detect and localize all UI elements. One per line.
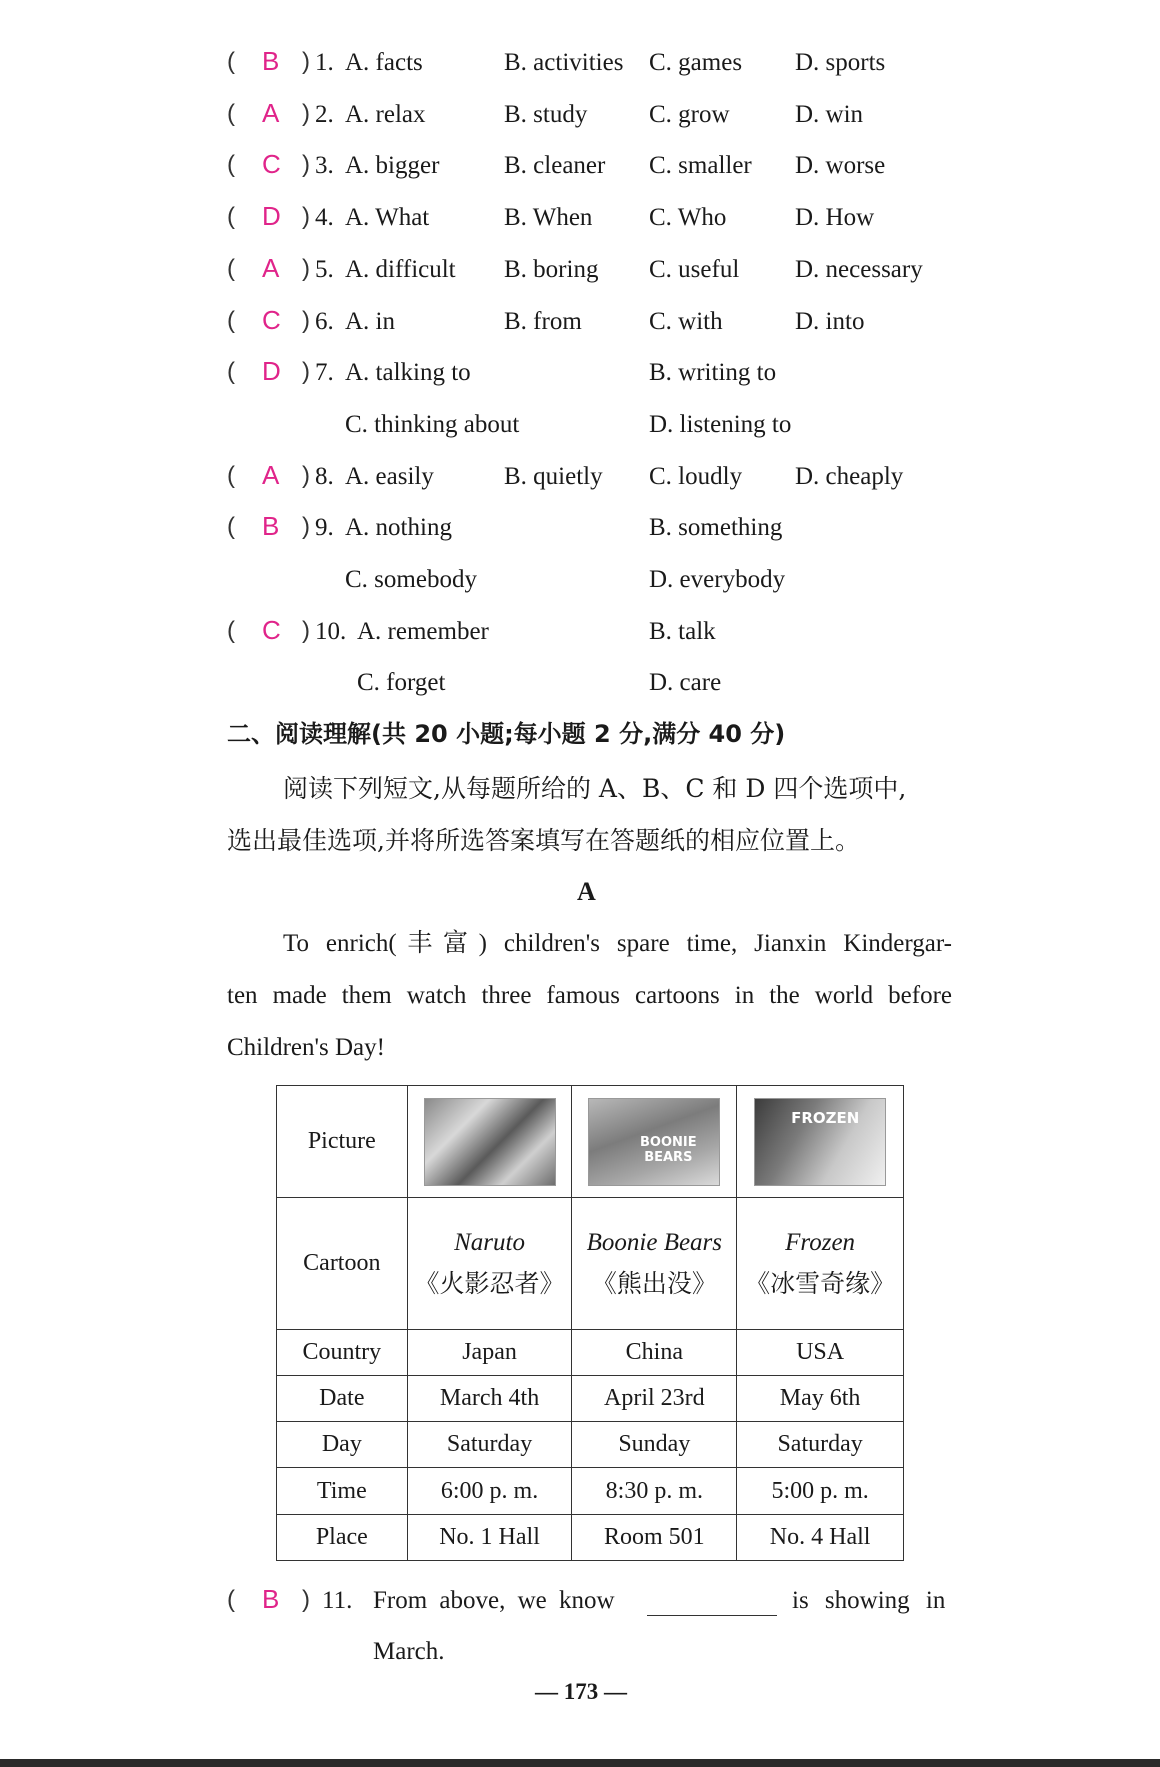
question-number: 9.: [315, 514, 334, 542]
option-b: B. When: [504, 204, 593, 232]
table-row-day: [277, 1422, 904, 1468]
answer-letter: C: [262, 304, 281, 335]
question-number: 6.: [315, 307, 334, 335]
picture-logo-text: FROZEN: [791, 1108, 860, 1127]
question-number: 1.: [315, 49, 334, 76]
option-b: B. cleaner: [504, 152, 606, 180]
cartoon-schedule-table: [276, 1085, 904, 1561]
option-d: D. everybody: [649, 566, 786, 593]
question-text-end: is showing in: [792, 1587, 946, 1614]
cartoon-name: Boonie Bears: [586, 1228, 723, 1256]
answer-paren-open: (: [227, 461, 235, 489]
table-cell: Japan: [407, 1330, 572, 1376]
answer-letter: A: [262, 252, 280, 283]
passage-line-1: To enrich(丰富) children's spare time, Jianxin Kindergar-: [283, 930, 952, 957]
answer-letter: B: [262, 46, 280, 76]
question-number: 10.: [315, 617, 347, 645]
table-cell: USA: [737, 1330, 904, 1376]
option-b: B. something: [649, 514, 783, 542]
option-a: A. remember: [357, 617, 489, 645]
option-a: A. difficult: [345, 255, 456, 283]
cartoon-cell: [407, 1198, 572, 1330]
answer-paren-open: (: [227, 358, 235, 386]
table-row-place: [277, 1515, 904, 1561]
option-b: B. boring: [504, 255, 599, 283]
question-number: 5.: [315, 255, 334, 283]
row-label: Place: [277, 1515, 408, 1561]
table-cell: May 6th: [737, 1376, 904, 1422]
table-cell: 8:30 p. m.: [572, 1468, 737, 1515]
answer-letter: D: [262, 356, 281, 387]
cartoon-cell: [572, 1198, 737, 1330]
option-a: A. What: [345, 204, 430, 232]
table-cell: March 4th: [407, 1376, 572, 1422]
option-c: C. forget: [357, 669, 446, 697]
answer-paren-close: ): [302, 616, 310, 644]
answer-paren-close: ): [302, 1586, 310, 1613]
table-cell: April 23rd: [572, 1376, 737, 1422]
option-d: D. cheaply: [795, 462, 904, 490]
question-text-continued: March.: [373, 1638, 445, 1665]
table-row-cartoon: [277, 1198, 904, 1330]
answer-paren-open: (: [227, 616, 235, 644]
option-b: B. quietly: [504, 462, 603, 490]
option-d: D. into: [795, 307, 865, 335]
naruto-picture: [424, 1098, 556, 1186]
table-cell: 6:00 p. m.: [407, 1468, 572, 1515]
answer-letter: D: [262, 201, 281, 232]
option-d: D. worse: [795, 152, 886, 180]
page-number: — 173 —: [535, 1679, 627, 1704]
instruction-line-2: 选出最佳选项,并将所选答案填写在答题纸的相应位置上。: [227, 826, 860, 855]
picture-cell: [737, 1086, 904, 1198]
answer-paren-open: (: [227, 1586, 235, 1613]
table-cell: Saturday: [407, 1422, 572, 1468]
answer-paren-open: (: [227, 203, 235, 231]
row-label: Time: [277, 1468, 408, 1515]
option-c: C. grow: [649, 100, 730, 128]
cartoon-chinese-name: 《冰雪奇缘》: [745, 1268, 896, 1298]
option-c: C. with: [649, 307, 723, 335]
cartoon-chinese-name: 《熊出没》: [591, 1268, 717, 1298]
option-a: A. talking to: [345, 359, 471, 387]
option-a: A. nothing: [345, 514, 452, 542]
passage-letter: A: [577, 877, 596, 906]
answer-paren-open: (: [227, 254, 235, 282]
table-cell: No. 1 Hall: [407, 1515, 572, 1561]
cartoon-name: Naruto: [454, 1228, 525, 1256]
option-c: C. useful: [649, 255, 740, 283]
option-a: A. bigger: [345, 152, 440, 180]
option-c: C. games: [649, 49, 743, 76]
row-label: Date: [277, 1376, 408, 1422]
question-number: 2.: [315, 100, 334, 128]
table-row-country: [277, 1330, 904, 1376]
option-d: D. sports: [795, 49, 886, 76]
table-cell: Room 501: [572, 1515, 737, 1561]
answer-blank: [647, 1615, 777, 1616]
answer-paren-close: ): [302, 358, 310, 386]
cartoon-name: Frozen: [785, 1228, 856, 1256]
option-d: D. necessary: [795, 255, 923, 283]
question-text: From above, we know: [373, 1587, 615, 1614]
option-c: C. thinking about: [345, 410, 520, 438]
option-a: A. in: [345, 307, 395, 335]
option-b: B. talk: [649, 617, 716, 645]
answer-paren-close: ): [302, 151, 310, 179]
instruction-line-1: 阅读下列短文,从每题所给的 A、B、C 和 D 四个选项中,: [283, 774, 907, 803]
answer-paren-close: ): [302, 306, 310, 334]
answer-letter: A: [262, 97, 280, 128]
answer-paren-close: ): [302, 513, 310, 541]
table-cell: Saturday: [737, 1422, 904, 1468]
answer-letter: B: [262, 511, 280, 542]
cartoon-chinese-name: 《火影忍者》: [414, 1268, 565, 1298]
boonie-bears-picture: [588, 1098, 720, 1186]
answer-paren-close: ): [302, 48, 310, 75]
question-number: 7.: [315, 359, 334, 387]
row-label: Cartoon: [277, 1198, 408, 1330]
table-cell: China: [572, 1330, 737, 1376]
table-cell: Sunday: [572, 1422, 737, 1468]
answer-paren-open: (: [227, 306, 235, 334]
answer-letter: C: [262, 614, 281, 645]
passage-line-3: Children's Day!: [227, 1034, 385, 1061]
row-label: Picture: [277, 1086, 408, 1198]
option-c: C. somebody: [345, 566, 477, 593]
option-d: D. care: [649, 669, 722, 697]
table-row-picture: [277, 1086, 904, 1198]
answer-paren-open: (: [227, 513, 235, 541]
cartoon-cell: [737, 1198, 904, 1330]
option-a: A. facts: [345, 49, 423, 76]
answer-paren-open: (: [227, 151, 235, 179]
option-d: D. How: [795, 204, 875, 232]
option-c: C. smaller: [649, 152, 752, 180]
answer-paren-open: (: [227, 48, 235, 75]
question-number: 4.: [315, 204, 334, 232]
option-b: B. writing to: [649, 359, 777, 387]
frozen-picture: [754, 1098, 886, 1186]
answer-paren-open: (: [227, 99, 235, 127]
table-cell: 5:00 p. m.: [737, 1468, 904, 1515]
row-label: Day: [277, 1422, 408, 1468]
option-d: D. listening to: [649, 410, 792, 438]
option-a: A. relax: [345, 100, 426, 128]
answer-letter: C: [262, 149, 281, 180]
picture-cell: [407, 1086, 572, 1198]
table-cell: No. 4 Hall: [737, 1515, 904, 1561]
section-heading: 二、阅读理解(共 20 小题;每小题 2 分,满分 40 分): [227, 720, 786, 748]
option-d: D. win: [795, 100, 864, 128]
table-row-date: [277, 1376, 904, 1422]
option-a: A. easily: [345, 462, 434, 490]
question-number: 11.: [322, 1587, 353, 1614]
option-b: B. from: [504, 307, 582, 335]
answer-letter: B: [262, 1584, 280, 1614]
option-c: C. Who: [649, 204, 727, 232]
answer-paren-close: ): [302, 254, 310, 282]
answer-paren-close: ): [302, 99, 310, 127]
question-number: 3.: [315, 152, 334, 180]
question-number: 8.: [315, 462, 334, 490]
option-b: B. activities: [504, 49, 624, 76]
row-label: Country: [277, 1330, 408, 1376]
answer-letter: A: [262, 459, 280, 490]
picture-cell: [572, 1086, 737, 1198]
answer-paren-close: ): [302, 203, 310, 231]
passage-line-2: ten made them watch three famous cartoons in the world before: [227, 982, 952, 1009]
picture-logo-text: BOONIE BEARS: [640, 1134, 697, 1165]
bottom-edge-bar: [0, 1759, 1160, 1767]
table-row-time: [277, 1468, 904, 1515]
option-c: C. loudly: [649, 462, 743, 490]
answer-paren-close: ): [302, 461, 310, 489]
option-b: B. study: [504, 100, 588, 128]
